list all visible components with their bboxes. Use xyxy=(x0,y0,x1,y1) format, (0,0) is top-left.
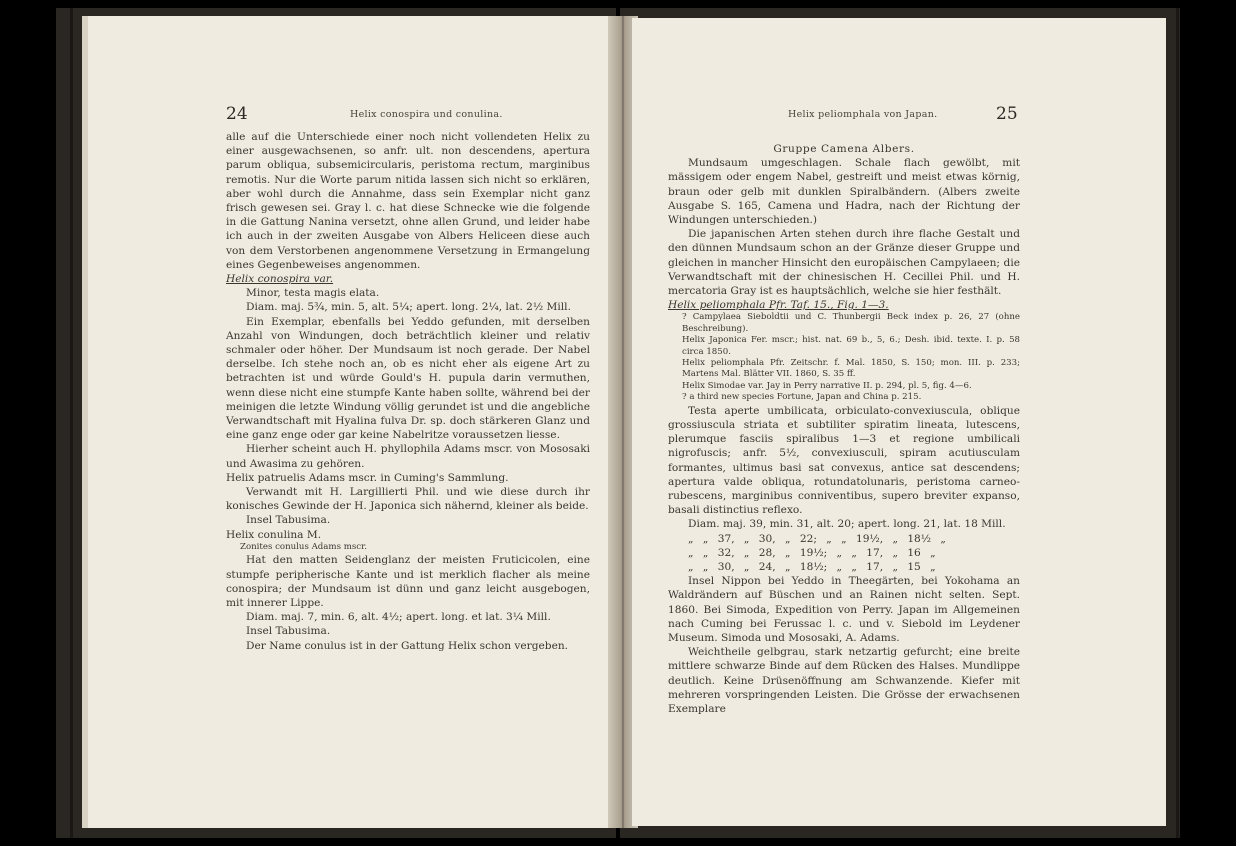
left-page xyxy=(82,16,622,828)
page-edge-left xyxy=(70,8,73,838)
reference: ? Campylaea Sieboldtii und C. Thunbergii Beck index p. 26, 27 (ohne Beschreibung). xyxy=(682,312,1020,334)
paragraph: Mundsaum umgeschlagen. Schale flach gewölbt, mit mässigem oder engem Nabel, gestreift und meist etwas körnig, braun oder gelb mit dunklen Spiralbändern. (Albers zweite Ausgabe S. 165, Camena und Hadra, nach der Richtung der Windungen unterschieden.) xyxy=(668,157,1020,227)
reference: ? a third new species Fortune, Japan and China p. 215. xyxy=(682,392,922,403)
right-page xyxy=(632,18,1166,826)
paragraph: Minor, testa magis elata. xyxy=(246,287,380,300)
reference: Helix Simodae var. Jay in Perry narrative II. p. 294, pl. 5, fig. 4—6. xyxy=(682,380,972,391)
species-heading: Helix patruelis Adams mscr. in Cuming's Sammlung. xyxy=(226,471,509,484)
left-running-head: Helix conospira und conulina. xyxy=(350,109,503,120)
species-heading: Helix peliomphala Pfr. Taf. 15., Fig. 1—3. xyxy=(668,299,889,312)
left-page-number: 24 xyxy=(226,104,248,124)
right-page-number: 25 xyxy=(996,104,1018,124)
species-heading: Helix conulina M. xyxy=(226,528,322,541)
reference: Helix Japonica Fer. mscr.; hist. nat. 69 b., 5, 6.; Desh. ibid. texte. I. p. 58 circa 1850. xyxy=(682,335,1020,357)
paragraph: Ein Exemplar, ebenfalls bei Yeddo gefunden, mit derselben Anzahl von Windungen, doch beträchtlich kleiner und relativ schmaler oder höher. Der Mundsaum ist noch gerade. Der Nabel derselbe. Ich stehe noch an, ob es nicht eher als eigene Art zu betrachten ist und würde Gould's H. pupula darin vermuthen, wenn diese nicht eine stumpfe Kante haben sollte, während bei der meinigen die letzte Windung völlig gerundet ist und die angebliche Verwandtschaft mit Hyalina fulva Dr. sp. doch stärkeren Glanz und eine ganz enge oder gar keine Nabelritze voraussetzen liesse. xyxy=(226,315,590,442)
page-edge-right xyxy=(1176,8,1179,838)
paragraph: Hat den matten Seidenglanz der meisten Fruticicolen, eine stumpfe peripherische Kante und ist merklich flacher als meine conospira; der Mundsaum ist dünn und ganz leicht ausgebogen, mit innerer Lippe. xyxy=(226,554,590,609)
measurement-row: „ „ 30, „ 24, „ 18½; „ „ 17, „ 15 „ xyxy=(688,560,936,573)
locality: Insel Tabusima. xyxy=(246,625,331,638)
species-heading: Helix conospira var. xyxy=(226,273,334,286)
reference: Helix peliomphala Pfr. Zeitschr. f. Mal. 1850, S. 150; mon. III. p. 233; Martens Mal. Blätter VII. 1860, S. 35 ff. xyxy=(682,358,1020,380)
measurement-row: „ „ 32, „ 28, „ 19½; „ „ 17, „ 16 „ xyxy=(688,546,936,559)
paragraph: Weichtheile gelbgrau, stark netzartig gefurcht; eine breite mittlere schwarze Binde auf dem Rücken des Halses. Mundlippe deutlich. Keine Drüsenöffnung am Schwanzende. Kiefer mit mehreren vorspringenden Leisten. Die Grösse der erwachsenen Exemplare xyxy=(668,646,1020,715)
paragraph: Verwandt mit H. Largillierti Phil. und wie diese durch ihr konisches Gewinde der H. Japonica sich nähernd, kleiner als beide. xyxy=(226,486,590,513)
measurement-row: „ „ 37, „ 30, „ 22; „ „ 19½, „ 18½ „ xyxy=(688,532,946,545)
paragraph: Der Name conulus ist in der Gattung Helix schon vergeben. xyxy=(246,639,569,652)
left-body xyxy=(226,130,590,653)
paragraph: Insel Nippon bei Yeddo in Theegärten, bei Yokohama an Waldrändern auf Büschen und an Rainen nicht selten. Sept. 1860. Bei Simoda, Expedition von Perry. Japan im Allgemeinen nach Cuming bei Ferussac l. c. und v. Siebold im Leydener Museum. Simoda und Mososaki, A. Adams. xyxy=(668,575,1020,644)
locality: Insel Tabusima. xyxy=(246,514,331,527)
paragraph: Die japanischen Arten stehen durch ihre flache Gestalt und den dünnen Mundsaum schon an der Gränze dieser Gruppe und gleichen in mancher Hinsicht den europäischen Campylaeen; die Verwandtschaft mit der chinesischen H. Cecillei Phil. und H. mercatoria Gray ist es hauptsächlich, welche sie hier festhält. xyxy=(668,228,1020,298)
right-body xyxy=(668,142,1020,716)
right-running-head: Helix peliomphala von Japan. xyxy=(788,109,938,120)
latin-description: Testa aperte umbilicata, orbiculato-convexiuscula, oblique grossiuscula striata et subtiliter spiratim lineata, lutescens, plerumque fasciis spiralibus 1—3 et regione umbilicali nigrofuscis; anfr. 5½, convexiusculi, spiram acutiusculam formantes, ultimus basi sat convexus, antice sat descendens; apertura valde obliqua, rotundatolunaris, peristoma carneo-rubescens, marginibus conniventibus, supero breviter expanso, basali distinctius reflexo. xyxy=(668,404,1020,517)
measurement: Diam. maj. 7, min. 6, alt. 4½; apert. long. et lat. 3¼ Mill. xyxy=(246,611,551,624)
measurement: Diam. maj. 5¾, min. 5, alt. 5¼; apert. long. 2¼, lat. 2½ Mill. xyxy=(246,301,571,314)
measurement-row: Diam. maj. 39, min. 31, alt. 20; apert. long. 21, lat. 18 Mill. xyxy=(688,518,1006,531)
group-heading: Gruppe Camena Albers. xyxy=(773,143,915,155)
paragraph: Hierher scheint auch H. phyllophila Adams mscr. von Mososaki und Awasima zu gehören. xyxy=(226,443,590,470)
synonym: Zonites conulus Adams mscr. xyxy=(240,541,367,552)
paragraph: alle auf die Unterschiede einer noch nicht vollendeten Helix zu einer ausgewachsenen, so anfr. ult. non descendens, apertura parum obliqua, subsemicircularis, peristoma rectum, marginibus remotis. Nur die Worte parum nitida lassen sich nicht so erklären, aber wohl durch die Annahme, dass sein Exemplar nicht ganz frisch gewesen sei. Gray l. c. hat diese Schnecke wie die folgende in die Gattung Nanina versetzt, ohne allen Grund, und leider habe ich auch in der zweiten Ausgabe von Albers Heliceen diese auch von dem Verstorbenen angenommene Versetzung in Ermangelung eines Gegenbeweises angenommen. xyxy=(226,131,590,271)
